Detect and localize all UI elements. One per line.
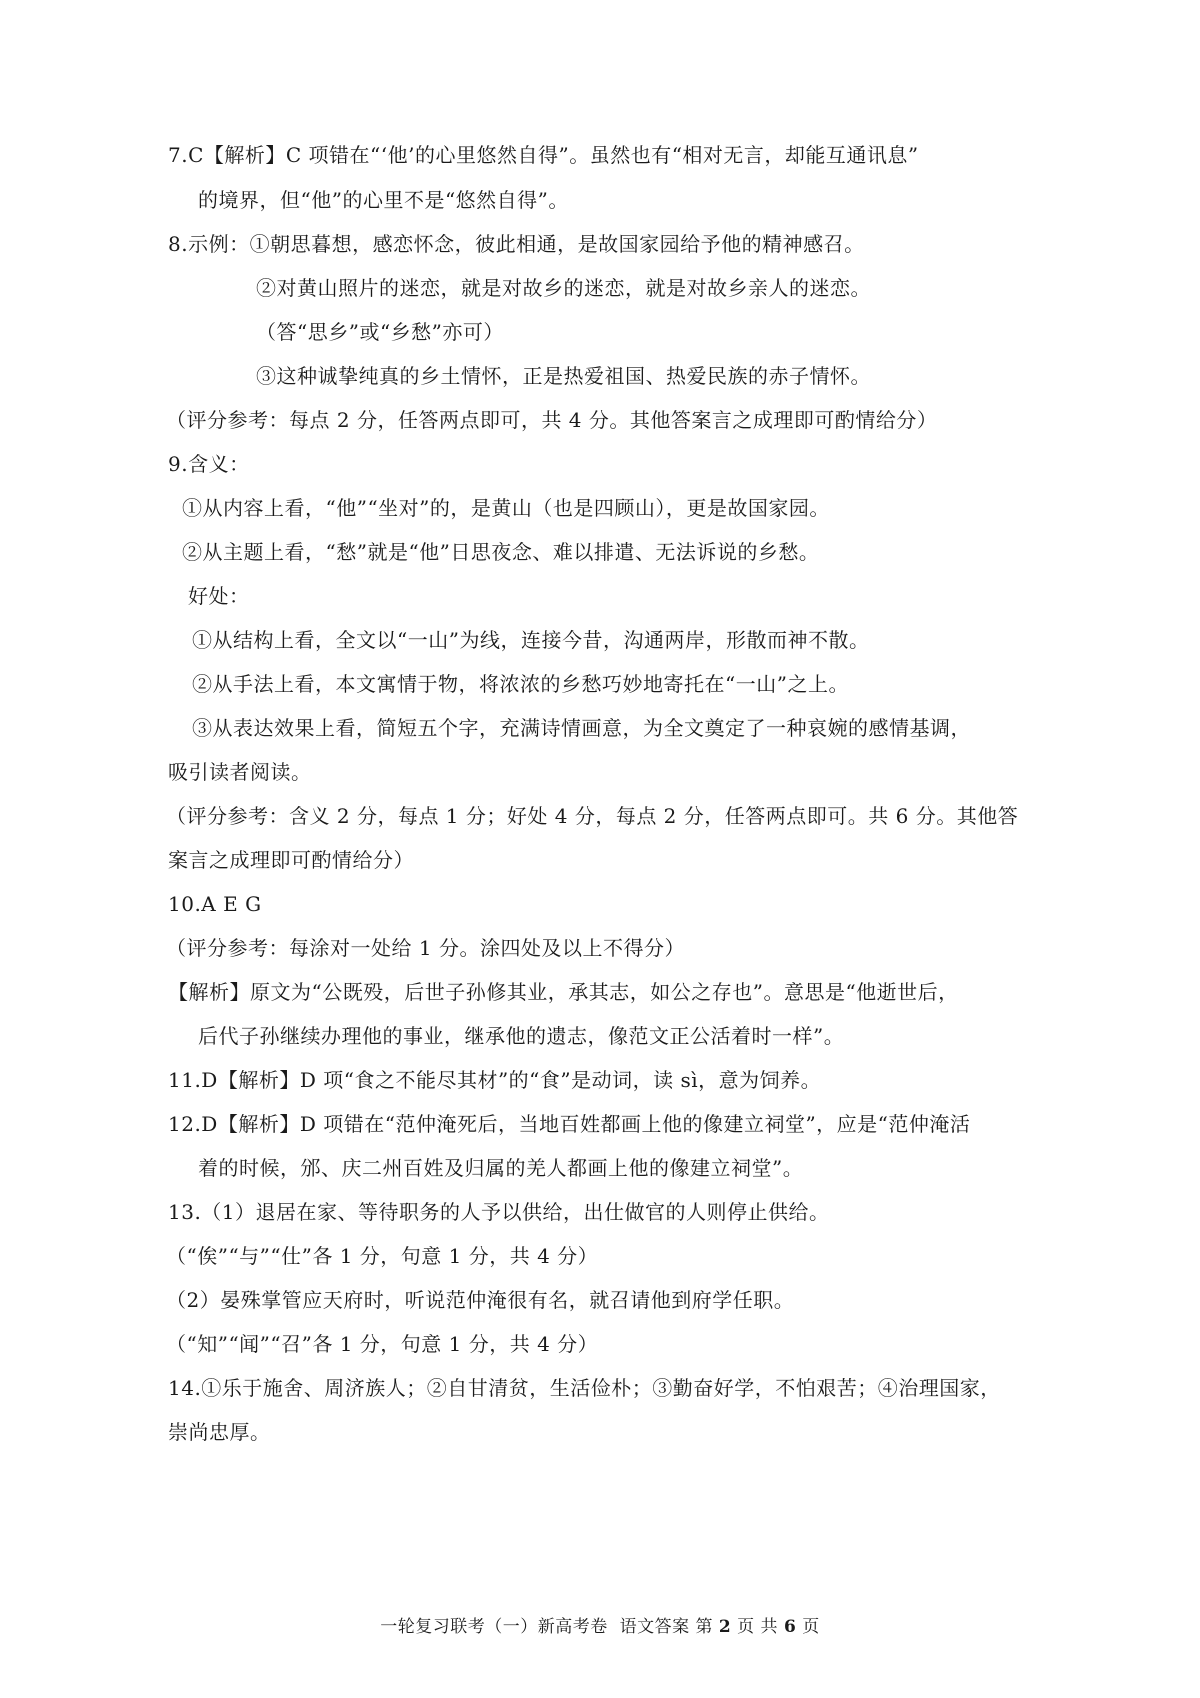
- q9-scoring-2: 案言之成理即可酌情给分）: [168, 848, 414, 872]
- q9-line-2: ①从内容上看，“他”“坐对”的，是黄山（也是四顾山），更是故国家园。: [182, 496, 830, 520]
- q10-scoring: （评分参考：每涂对一处给 1 分。涂四处及以上不得分）: [166, 936, 685, 960]
- q8-line-1: 8.示例：①朝思暮想，感恋怀念，彼此相通，是故国家园给予他的精神感召。: [168, 232, 865, 256]
- q11-line-1: 11.D【解析】D 项“食之不能尽其材”的“食”是动词，读 sì，意为饲养。: [168, 1068, 822, 1092]
- q14-line-1: 14.①乐于施舍、周济族人；②自甘清贫，生活俭朴；③勤奋好学，不怕艰苦；④治理国家，: [168, 1376, 1001, 1400]
- q13-line-1: 13.（1）退居在家、等待职务的人予以供给，出仕做官的人则停止供给。: [168, 1200, 830, 1224]
- footer-subject: 语文答案: [619, 1617, 690, 1637]
- q9-line-4: 好处：: [188, 584, 250, 608]
- q8-line-3: （答“思乡”或“乡愁”亦可）: [256, 320, 504, 344]
- q9-line-3: ②从主题上看，“愁”就是“他”日思夜念、难以排遣、无法诉说的乡愁。: [182, 540, 820, 564]
- q7-line-2: 的境界，但“他”的心里不是“悠然自得”。: [198, 188, 569, 212]
- q10-analysis-2: 后代子孙继续办理他的事业，继承他的遗志，像范文正公活着时一样”。: [198, 1024, 845, 1048]
- footer-page-mid: 页 共: [737, 1617, 779, 1637]
- q13-line-2: （2）晏殊掌管应天府时，听说范仲淹很有名，就召请他到府学任职。: [166, 1288, 795, 1312]
- q7-line-1: 7.C【解析】C 项错在“‘他’的心里悠然自得”。虽然也有“相对无言，却能互通讯息”: [168, 143, 919, 167]
- q9-line-7: ③从表达效果上看，简短五个字，充满诗情画意，为全文奠定了一种哀婉的感情基调，: [192, 716, 971, 740]
- q13-scoring-2: （“知”“闻”“召”各 1 分，句意 1 分，共 4 分）: [166, 1332, 599, 1356]
- q13-scoring-1: （“俟”“与”“仕”各 1 分，句意 1 分，共 4 分）: [166, 1244, 599, 1268]
- q8-line-2: ②对黄山照片的迷恋，就是对故乡的迷恋，就是对故乡亲人的迷恋。: [256, 276, 871, 300]
- footer-page-number: 2: [718, 1617, 732, 1637]
- q8-scoring: （评分参考：每点 2 分，任答两点即可，共 4 分。其他答案言之成理即可酌情给分）: [166, 408, 938, 432]
- q12-line-2: 着的时候，邠、庆二州百姓及归属的羌人都画上他的像建立祠堂”。: [198, 1156, 804, 1180]
- footer-page-total: 6: [783, 1617, 797, 1637]
- q9-line-8: 吸引读者阅读。: [168, 760, 312, 784]
- q9-scoring-1: （评分参考：含义 2 分，每点 1 分；好处 4 分，每点 2 分，任答两点即可。共 6 分。其他答: [166, 804, 1019, 828]
- q12-line-1: 12.D【解析】D 项错在“范仲淹死后，当地百姓都画上他的像建立祠堂”，应是“范仲淹活: [168, 1112, 971, 1136]
- q14-line-2: 崇尚忠厚。: [168, 1420, 271, 1444]
- q9-line-6: ②从手法上看，本文寓情于物，将浓浓的乡愁巧妙地寄托在“一山”之上。: [192, 672, 849, 696]
- page-footer: [0, 1612, 1200, 1637]
- q10-analysis-1: 【解析】原文为“公既殁，后世子孙修其业，承其志，如公之存也”。意思是“他逝世后，: [168, 980, 959, 1004]
- q10-line-1: 10.A E G: [168, 892, 262, 916]
- q9-line-5: ①从结构上看，全文以“一山”为线，连接今昔，沟通两岸，形散而神不散。: [192, 628, 870, 652]
- footer-page-prefix: 第: [695, 1617, 713, 1637]
- footer-page-suffix: 页: [802, 1617, 820, 1637]
- footer-exam-title: 一轮复习联考（一）新高考卷: [380, 1617, 608, 1637]
- q8-line-4: ③这种诚挚纯真的乡土情怀，正是热爱祖国、热爱民族的赤子情怀。: [256, 364, 871, 388]
- q9-line-1: 9.含义：: [168, 452, 250, 476]
